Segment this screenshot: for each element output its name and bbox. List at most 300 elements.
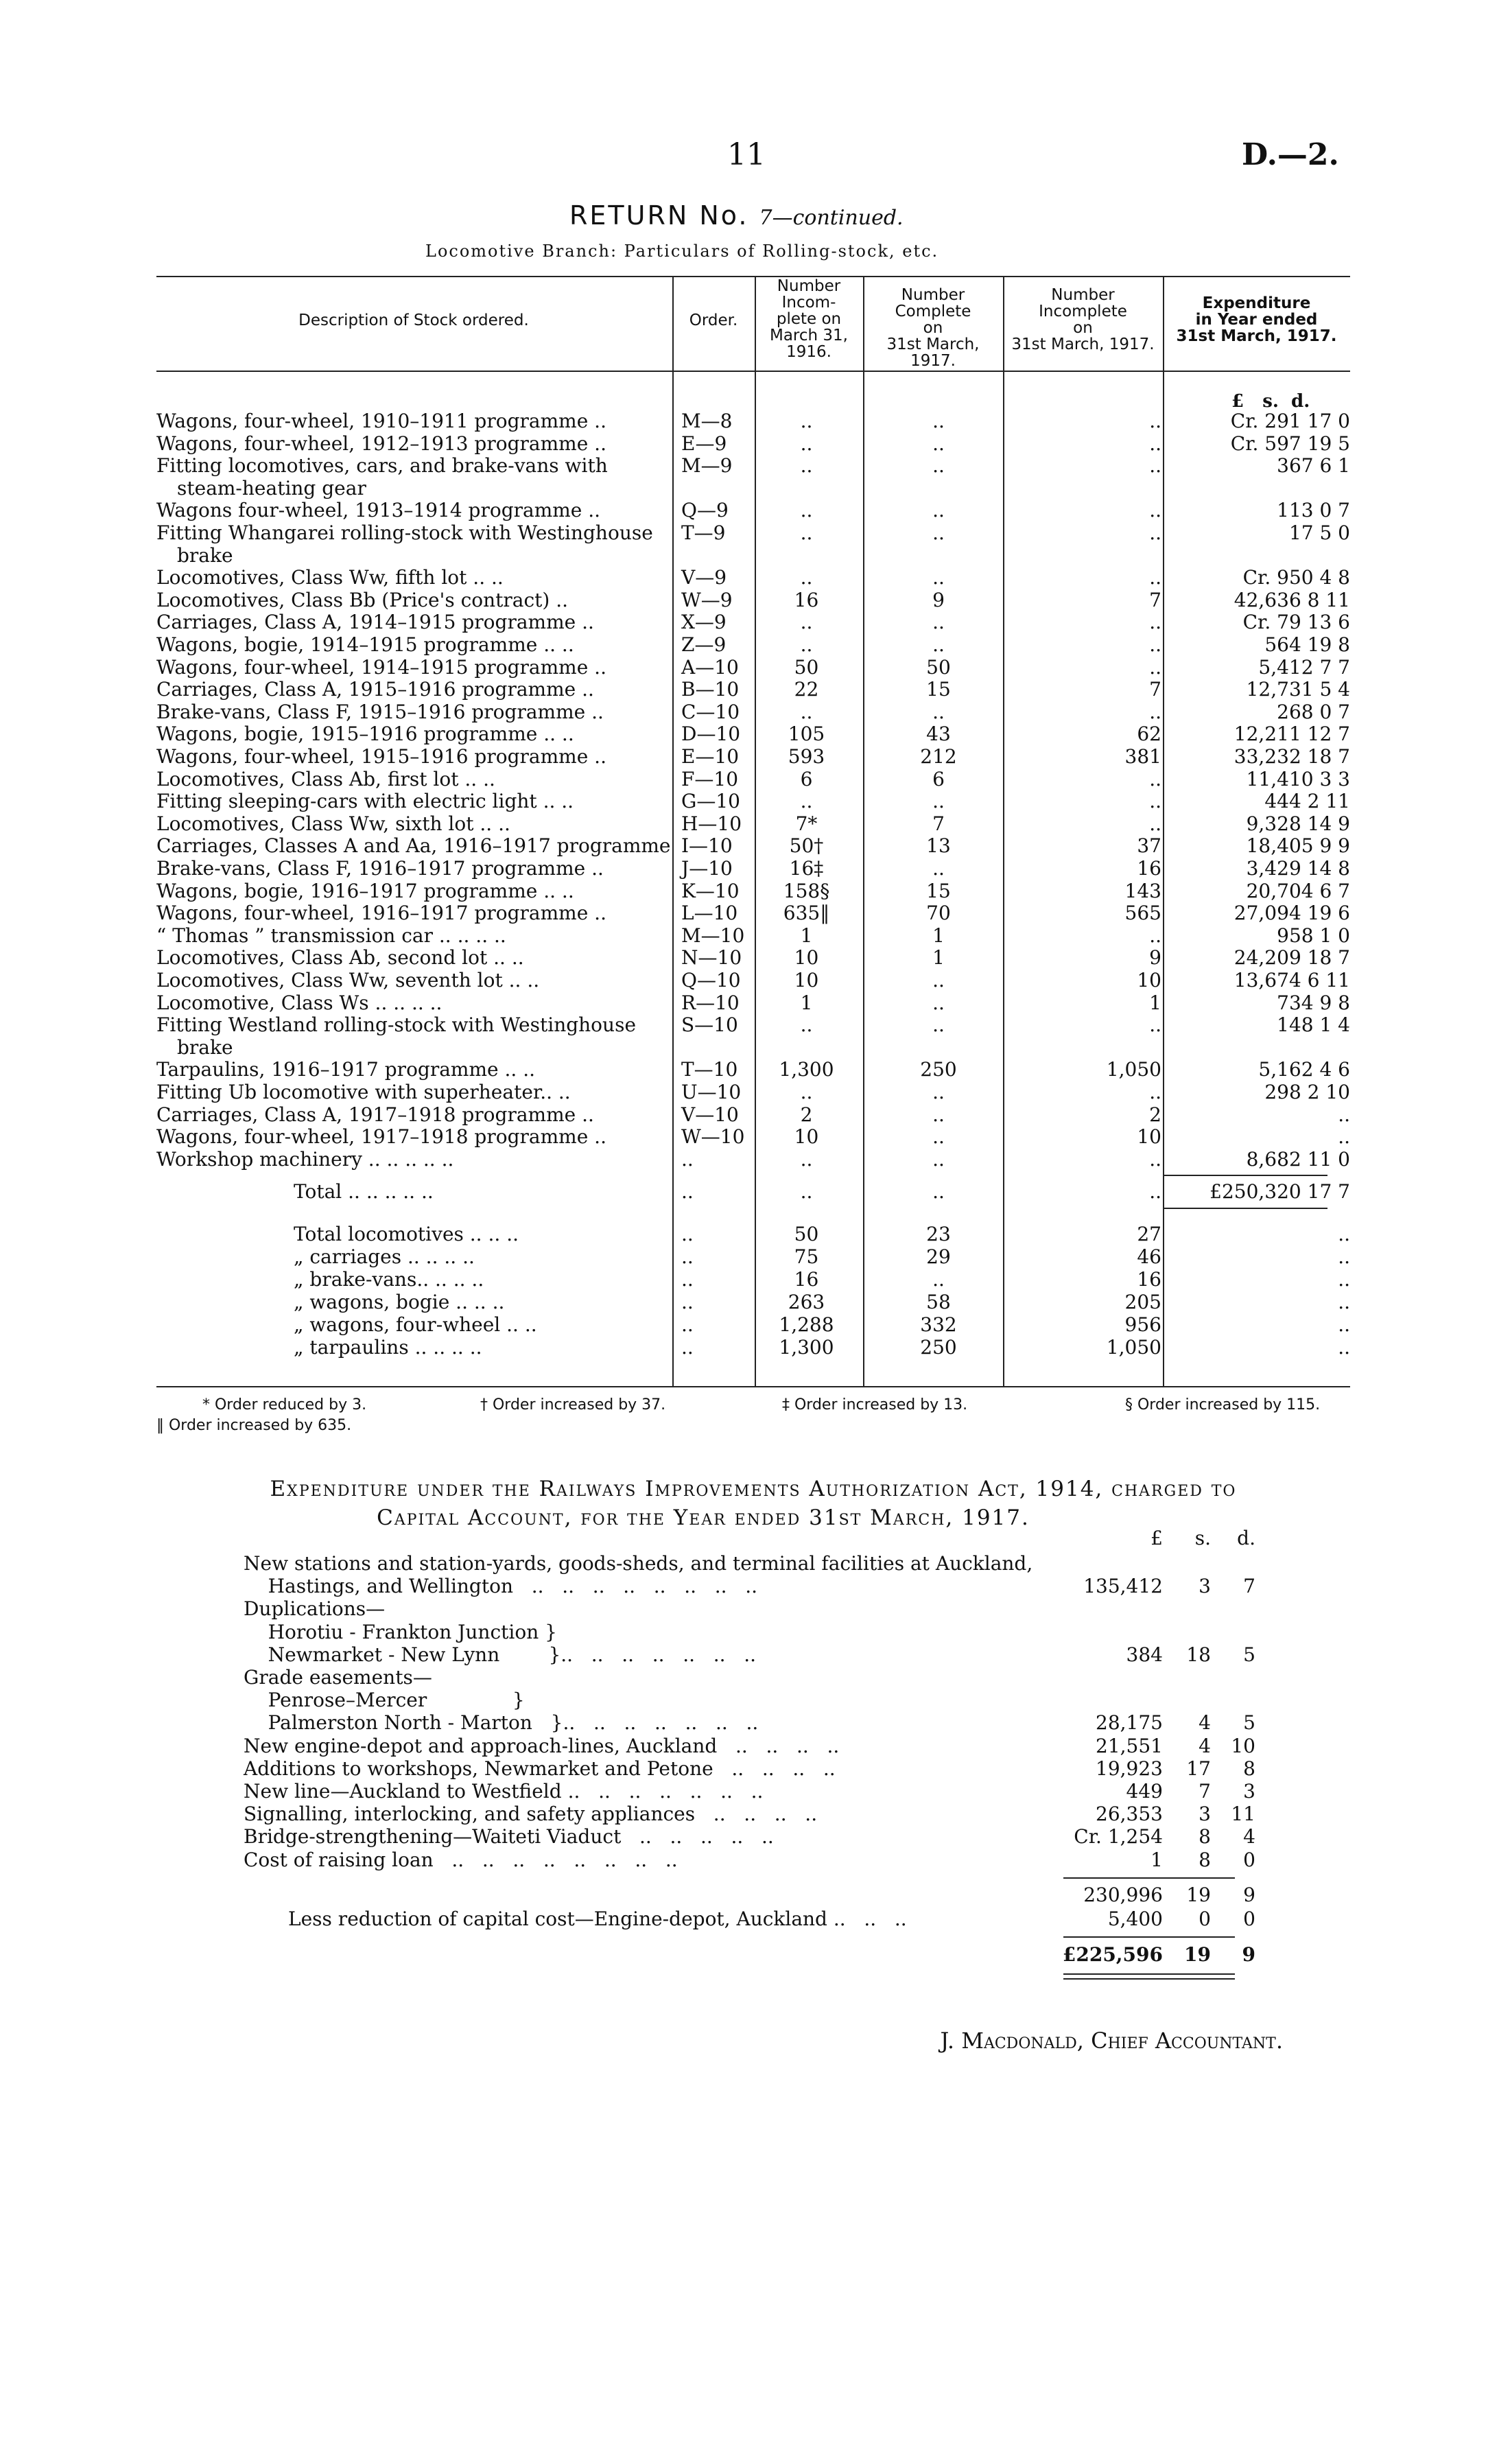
expenditure-label: Hastings, and Wellington .. .. .. .. .. .. .. .. <box>244 1575 758 1598</box>
cell-incomplete-1917: 1,050 <box>1106 1336 1161 1359</box>
expenditure-label: Grade easements— <box>244 1666 432 1689</box>
cell-order: .. <box>681 1147 694 1171</box>
cell-order: .. <box>681 1180 694 1203</box>
cell-expenditure: 268 0 7 <box>1277 700 1350 723</box>
cell-description: Locomotive, Class Ws .. .. .. .. <box>156 991 442 1014</box>
expenditure-subtotal <box>244 1884 1266 1906</box>
cell-expenditure: 11,410 3 3 <box>1246 767 1350 790</box>
cell-incomplete-1916: .. <box>800 410 813 432</box>
cell-order: H—10 <box>681 812 742 835</box>
expenditure-shillings: 8 <box>1199 1848 1211 1871</box>
cell-description: Total locomotives .. .. .. <box>294 1223 519 1245</box>
cell-incomplete-1916: 263 <box>788 1291 825 1313</box>
expenditure-pence: 10 <box>1231 1734 1255 1757</box>
cell-complete-1917: .. <box>932 611 945 634</box>
col-header-line: plete on <box>776 310 842 328</box>
cell-incomplete-1917: .. <box>1149 566 1161 589</box>
cell-description: Wagons, bogie, 1916–1917 programme .. .. <box>156 879 574 902</box>
cell-description: Locomotives, Class Ww, sixth lot .. .. <box>156 812 510 835</box>
cell-expenditure: 367 6 1 <box>1277 454 1350 478</box>
cell-incomplete-1917: 7 <box>1149 678 1161 701</box>
summary-row <box>156 1336 1350 1359</box>
cell-incomplete-1917: 10 <box>1137 1125 1161 1149</box>
table-row <box>156 857 1350 880</box>
footnote: * Order reduced by 3. <box>202 1396 367 1413</box>
cell-incomplete-1916: .. <box>800 499 813 522</box>
col-header-line: Incom- <box>781 294 836 312</box>
cell-incomplete-1917: .. <box>1149 924 1161 947</box>
table-row <box>156 768 1350 790</box>
cell-incomplete-1916: 16 <box>794 1268 819 1291</box>
expenditure-label: New stations and station-yards, goods-sheds, and terminal facilities at Auckland, <box>244 1552 1033 1575</box>
cell-complete-1917: 1 <box>932 924 945 947</box>
cell-incomplete-1917: 16 <box>1137 857 1161 880</box>
expenditure-row <box>244 1780 1266 1803</box>
expenditure-amount: 384 <box>1126 1643 1163 1666</box>
expenditure-row <box>244 1689 1266 1711</box>
expenditure-shillings: 4 <box>1199 1734 1211 1757</box>
cell-incomplete-1917: .. <box>1149 700 1161 723</box>
cell-incomplete-1917: 27 <box>1137 1223 1161 1245</box>
expenditure-row <box>244 1825 1266 1848</box>
cell-expenditure: 564 19 8 <box>1264 633 1350 656</box>
footnote: ‖ Order increased by 635. <box>156 1417 352 1434</box>
signature: J. Macdonald, Chief Accountant. <box>940 2028 1283 2054</box>
expenditure-label: New engine-depot and approach-lines, Auckland .. .. .. .. <box>244 1734 840 1757</box>
table-row <box>156 1013 1350 1036</box>
expenditure-units-row <box>244 1527 1266 1549</box>
cell-expenditure: 8,682 11 0 <box>1246 1147 1350 1171</box>
expenditure-shillings: 8 <box>1199 1825 1211 1849</box>
summary-row <box>156 1223 1350 1245</box>
col-header-line: Complete <box>895 303 971 320</box>
cell-description: Fitting Whangarei rolling-stock with Westinghouse <box>156 521 653 544</box>
table-row <box>156 1148 1350 1171</box>
footnote: § Order increased by 115. <box>1125 1396 1321 1413</box>
cell-order: U—10 <box>681 1081 742 1103</box>
cell-complete-1917: 212 <box>920 745 957 768</box>
cell-incomplete-1917: .. <box>1149 410 1161 432</box>
cell-description: Fitting locomotives, cars, and brake-vans with <box>156 454 608 478</box>
col-header-incomplete-1917 <box>1003 287 1163 353</box>
unit-pounds: £ <box>1150 1527 1163 1549</box>
page-number: 11 <box>727 137 766 172</box>
table-row <box>156 902 1350 924</box>
cell-incomplete-1917: 2 <box>1149 1103 1161 1126</box>
cell-complete-1917: .. <box>932 1103 945 1126</box>
table-row <box>156 992 1350 1014</box>
cell-description: Carriages, Class A, 1914–1915 programme .. <box>156 611 594 634</box>
expenditure-row <box>244 1575 1266 1597</box>
cell-order: X—9 <box>681 611 727 634</box>
cell-incomplete-1916: 75 <box>794 1245 819 1268</box>
cell-incomplete-1916: 1 <box>800 924 813 947</box>
cell-complete-1917: .. <box>932 857 945 880</box>
cell-incomplete-1917: 565 <box>1124 902 1161 925</box>
cell-incomplete-1916: 2 <box>800 1103 813 1126</box>
col-header-expenditure <box>1163 295 1350 344</box>
cell-description: Tarpaulins, 1916–1917 programme .. .. <box>156 1058 536 1081</box>
cell-incomplete-1916: 10 <box>794 969 819 992</box>
subtotal-shillings: 19 <box>1186 1884 1211 1906</box>
summary-row <box>156 1268 1350 1291</box>
table-row <box>156 566 1350 589</box>
expenditure-less-row <box>244 1908 1266 1930</box>
cell-description-continued: brake <box>177 1035 233 1059</box>
cell-order: Q—9 <box>681 499 729 522</box>
cell-complete-1917: 7 <box>932 812 945 835</box>
subtotal-pence: 9 <box>1243 1884 1255 1906</box>
cell-expenditure: 27,094 19 6 <box>1234 902 1350 925</box>
cell-complete-1917: .. <box>932 633 945 656</box>
cell-order: L—10 <box>681 902 738 925</box>
cell-expenditure: 33,232 18 7 <box>1234 745 1350 768</box>
cell-incomplete-1916: 16 <box>794 588 819 611</box>
cell-incomplete-1917: 37 <box>1137 834 1161 858</box>
cell-complete-1917: 58 <box>926 1291 951 1313</box>
expenditure-shillings: 18 <box>1186 1643 1211 1666</box>
cell-incomplete-1916: .. <box>800 633 813 656</box>
cell-complete-1917: .. <box>932 454 945 478</box>
cell-incomplete-1916: 1,300 <box>779 1336 834 1359</box>
cell-complete-1917: .. <box>932 410 945 432</box>
cell-incomplete-1916: 10 <box>794 1125 819 1149</box>
cell-complete-1917: 332 <box>920 1313 957 1336</box>
cell-order: Z—9 <box>681 633 727 656</box>
table-total-row <box>156 1180 1350 1203</box>
expenditure-pence: 4 <box>1243 1825 1255 1849</box>
cell-incomplete-1917: 143 <box>1124 879 1161 902</box>
cell-description: Brake-vans, Class F, 1915–1916 programme .. <box>156 700 604 723</box>
expenditure-row <box>244 1849 1266 1871</box>
return-title-text: RETURN No. <box>569 200 749 231</box>
unit-pence: d. <box>1237 1527 1255 1549</box>
cell-incomplete-1917: 205 <box>1124 1291 1161 1313</box>
cell-expenditure: 20,704 6 7 <box>1246 879 1350 902</box>
expenditure-label: New line—Auckland to Westfield .. .. .. .. .. .. .. <box>244 1780 764 1803</box>
cell-order: N—10 <box>681 946 742 970</box>
cell-incomplete-1917: 9 <box>1149 946 1161 970</box>
table-row <box>156 499 1350 521</box>
cell-description: Brake-vans, Class F, 1916–1917 programme .. <box>156 857 604 880</box>
cell-order: Q—10 <box>681 969 741 992</box>
cell-expenditure: 24,209 18 7 <box>1234 946 1350 970</box>
expenditure-label: Palmerston North - Marton }.. .. .. .. .. .. .. <box>244 1711 759 1735</box>
cell-incomplete-1916: 635‖ <box>783 902 830 925</box>
cell-order: .. <box>681 1291 694 1313</box>
cell-complete-1917: .. <box>932 566 945 589</box>
expenditure-label: Signalling, interlocking, and safety appliances .. .. .. .. <box>244 1803 818 1826</box>
cell-complete-1917: 43 <box>926 723 951 746</box>
cell-complete-1917: .. <box>932 700 945 723</box>
col-header-incomplete-1916 <box>755 278 863 360</box>
table-row <box>156 410 1350 432</box>
expenditure-units: £ s. d. <box>1231 391 1310 412</box>
return-subtitle: Locomotive Branch: Particulars of Rolling-stock, etc. <box>425 242 939 261</box>
cell-incomplete-1916: .. <box>800 521 813 544</box>
table-row <box>156 1125 1350 1148</box>
expenditure-title-line2: Capital Account, for the Year ended 31st March, 1917. <box>377 1505 1030 1530</box>
expenditure-amount: 1 <box>1150 1848 1163 1871</box>
cell-order: K—10 <box>681 879 740 902</box>
cell-expenditure: Cr. 291 17 0 <box>1230 410 1350 432</box>
cell-expenditure: 444 2 11 <box>1264 790 1350 813</box>
expenditure-row <box>244 1621 1266 1643</box>
cell-expenditure: .. <box>1338 1223 1350 1245</box>
cell-incomplete-1916: 158§ <box>783 879 830 902</box>
summary-row <box>156 1245 1350 1268</box>
cell-complete-1917: 250 <box>920 1058 957 1081</box>
table-row <box>156 454 1350 477</box>
cell-expenditure: £250,320 17 7 <box>1209 1180 1350 1203</box>
expenditure-row <box>244 1711 1266 1734</box>
cell-expenditure: 9,328 14 9 <box>1246 812 1350 835</box>
less-pence: 0 <box>1243 1908 1255 1930</box>
cell-order: M—10 <box>681 924 745 947</box>
cell-description: Locomotives, Class Bb (Price's contract) .. <box>156 588 569 611</box>
less-label: Less reduction of capital cost—Engine-depot, Auckland .. .. .. <box>288 1908 907 1930</box>
col-header-line: March 31, <box>769 327 848 344</box>
cell-order: .. <box>681 1245 694 1268</box>
col-header-line: Number <box>901 286 965 304</box>
cell-incomplete-1916: .. <box>800 1180 813 1203</box>
cell-order: A—10 <box>681 655 739 679</box>
cell-expenditure: .. <box>1338 1245 1350 1268</box>
expenditure-row <box>244 1666 1266 1689</box>
cell-incomplete-1916: 1 <box>800 991 813 1014</box>
cell-incomplete-1916: .. <box>800 1013 813 1037</box>
cell-complete-1917: .. <box>932 969 945 992</box>
cell-description: Locomotives, Class Ww, fifth lot .. .. <box>156 566 504 589</box>
cell-incomplete-1916: .. <box>800 1081 813 1103</box>
cell-description: Wagons, four-wheel, 1914–1915 programme .. <box>156 655 606 679</box>
cell-order: C—10 <box>681 700 740 723</box>
cell-incomplete-1916: .. <box>800 611 813 634</box>
cell-complete-1917: .. <box>932 790 945 813</box>
expenditure-shillings: 17 <box>1186 1757 1211 1780</box>
expenditure-amount: Cr. 1,254 <box>1074 1825 1163 1849</box>
expenditure-shillings: 7 <box>1199 1780 1211 1803</box>
cell-expenditure: 12,211 12 7 <box>1234 723 1350 746</box>
cell-complete-1917: 15 <box>926 879 951 902</box>
cell-description: Fitting Ub locomotive with superheater.. .. <box>156 1081 571 1103</box>
cell-expenditure: 12,731 5 4 <box>1246 678 1350 701</box>
cell-order: F—10 <box>681 767 739 790</box>
cell-complete-1917: .. <box>932 499 945 522</box>
net-shillings: 19 <box>1184 1943 1211 1966</box>
cell-order: M—8 <box>681 410 733 432</box>
col-header-line: 1916. <box>786 343 831 361</box>
cell-order: .. <box>681 1336 694 1359</box>
cell-incomplete-1917: .. <box>1149 432 1161 455</box>
col-header-line: in Year ended <box>1195 311 1318 329</box>
expenditure-row <box>244 1643 1266 1666</box>
cell-order: R—10 <box>681 991 740 1014</box>
col-header-complete-1917 <box>863 287 1003 369</box>
expenditure-pence: 0 <box>1243 1848 1255 1871</box>
expenditure-row <box>244 1735 1266 1757</box>
expenditure-shillings: 4 <box>1199 1711 1211 1735</box>
cell-incomplete-1917: 16 <box>1137 1268 1161 1291</box>
expenditure-amount: 21,551 <box>1096 1734 1163 1757</box>
cell-incomplete-1916: 1,300 <box>779 1058 834 1081</box>
expenditure-pence: 3 <box>1243 1780 1255 1803</box>
unit-shillings: s. <box>1194 1527 1211 1549</box>
cell-description: Wagons, four-wheel, 1915–1916 programme .. <box>156 745 606 768</box>
cell-incomplete-1916: 1,288 <box>779 1313 834 1336</box>
cell-incomplete-1917: 62 <box>1137 723 1161 746</box>
expenditure-label: Newmarket - New Lynn }.. .. .. .. .. .. .. <box>244 1643 757 1666</box>
cell-incomplete-1917: .. <box>1149 655 1161 679</box>
cell-description: Carriages, Classes A and Aa, 1916–1917 programme <box>156 834 671 858</box>
cell-order: D—10 <box>681 723 741 746</box>
cell-expenditure: 18,405 9 9 <box>1246 834 1350 858</box>
cell-complete-1917: .. <box>932 521 945 544</box>
cell-incomplete-1916: .. <box>800 566 813 589</box>
cell-incomplete-1916: 7* <box>795 812 818 835</box>
cell-expenditure: 13,674 6 11 <box>1234 969 1350 992</box>
cell-incomplete-1916: .. <box>800 454 813 478</box>
cell-incomplete-1917: .. <box>1149 790 1161 813</box>
cell-description: „ brake-vans.. .. .. .. <box>294 1268 484 1291</box>
expenditure-label: Cost of raising loan .. .. .. .. .. .. .. .. <box>244 1848 678 1871</box>
expenditure-amount: 19,923 <box>1096 1757 1163 1780</box>
cell-description: Workshop machinery .. .. .. .. .. <box>156 1147 454 1171</box>
cell-order: W—9 <box>681 588 733 611</box>
expenditure-pence: 11 <box>1231 1803 1255 1826</box>
cell-incomplete-1917: .. <box>1149 454 1161 478</box>
expenditure-pence: 7 <box>1243 1575 1255 1598</box>
expenditure-amount: 26,353 <box>1096 1803 1163 1826</box>
cell-incomplete-1917: .. <box>1149 812 1161 835</box>
cell-expenditure: 958 1 0 <box>1277 924 1350 947</box>
net-double-rule-2 <box>1063 1978 1235 1980</box>
cell-description: Locomotives, Class Ww, seventh lot .. .. <box>156 969 540 992</box>
table-row <box>156 589 1350 611</box>
cell-complete-1917: .. <box>932 1125 945 1149</box>
cell-incomplete-1917: 1 <box>1149 991 1161 1014</box>
cell-description: Carriages, Class A, 1915–1916 programme .. <box>156 678 594 701</box>
cell-expenditure: 148 1 4 <box>1277 1013 1350 1037</box>
table-row <box>156 969 1350 992</box>
cell-expenditure: Cr. 950 4 8 <box>1242 566 1350 589</box>
cell-incomplete-1917: .. <box>1149 1180 1161 1203</box>
cell-order: .. <box>681 1268 694 1291</box>
summary-row <box>156 1313 1350 1336</box>
cell-expenditure: .. <box>1338 1103 1350 1126</box>
cell-incomplete-1916: 10 <box>794 946 819 970</box>
cell-complete-1917: .. <box>932 1013 945 1037</box>
expenditure-pence: 5 <box>1243 1643 1255 1666</box>
expenditure-row <box>244 1757 1266 1780</box>
cell-incomplete-1916: .. <box>800 1147 813 1171</box>
cell-complete-1917: .. <box>932 1268 945 1291</box>
cell-expenditure: 113 0 7 <box>1277 499 1350 522</box>
cell-incomplete-1917: .. <box>1149 499 1161 522</box>
cell-description: Wagons, four-wheel, 1910–1911 programme .. <box>156 410 606 432</box>
cell-expenditure: .. <box>1338 1268 1350 1291</box>
cell-incomplete-1916: 50 <box>794 655 819 679</box>
col-header-line: 31st March, 1917. <box>1176 327 1337 345</box>
cell-description: Locomotives, Class Ab, second lot .. .. <box>156 946 524 970</box>
cell-expenditure: 298 2 10 <box>1264 1081 1350 1103</box>
table-row <box>156 834 1350 857</box>
net-pence: 9 <box>1242 1943 1255 1966</box>
cell-order: W—10 <box>681 1125 745 1149</box>
cell-incomplete-1916: 22 <box>794 678 819 701</box>
table-top-rule <box>156 276 1350 277</box>
expenditure-label: Bridge-strengthening—Waiteti Viaduct .. .. .. .. .. <box>244 1825 774 1849</box>
cell-order: J—10 <box>681 857 733 880</box>
cell-description: “ Thomas ” transmission car .. .. .. .. <box>156 924 506 947</box>
total-rule-below <box>1163 1208 1327 1209</box>
cell-description: Wagons, bogie, 1914–1915 programme .. .. <box>156 633 574 656</box>
cell-order: E—10 <box>681 745 740 768</box>
cell-incomplete-1917: 46 <box>1137 1245 1161 1268</box>
cell-incomplete-1917: .. <box>1149 1147 1161 1171</box>
expenditure-amount: 135,412 <box>1083 1575 1163 1598</box>
cell-complete-1917: .. <box>932 991 945 1014</box>
expenditure-amount: 28,175 <box>1096 1711 1163 1735</box>
cell-description: Fitting Westland rolling-stock with Westinghouse <box>156 1013 637 1037</box>
cell-complete-1917: 13 <box>926 834 951 858</box>
cell-incomplete-1917: 10 <box>1137 969 1161 992</box>
expenditure-shillings: 3 <box>1199 1575 1211 1598</box>
col-header-order: Order. <box>689 312 738 329</box>
cell-order: T—9 <box>681 521 726 544</box>
net-double-rule-1 <box>1063 1973 1235 1975</box>
col-header-line: Number <box>777 277 841 295</box>
cell-incomplete-1917: .. <box>1149 767 1161 790</box>
cell-incomplete-1916: .. <box>800 790 813 813</box>
cell-complete-1917: .. <box>932 1180 945 1203</box>
table-row <box>156 924 1350 947</box>
table-row <box>156 745 1350 768</box>
table-row <box>156 521 1350 544</box>
expenditure-label: Horotiu - Frankton Junction } <box>244 1620 557 1643</box>
cell-description: Wagons, four-wheel, 1916–1917 programme .. <box>156 902 606 925</box>
cell-incomplete-1917: .. <box>1149 1081 1161 1103</box>
cell-order: M—9 <box>681 454 733 478</box>
col-header-description: Description of Stock ordered. <box>298 312 529 329</box>
col-header-line: 31st March, 1917. <box>886 336 980 370</box>
cell-order: B—10 <box>681 678 740 701</box>
footnote: † Order increased by 37. <box>480 1396 666 1413</box>
cell-incomplete-1917: 956 <box>1124 1313 1161 1336</box>
less-amount: 5,400 <box>1107 1908 1163 1930</box>
cell-incomplete-1917: 1,050 <box>1106 1058 1161 1081</box>
cell-incomplete-1916: 105 <box>788 723 825 746</box>
cell-order: S—10 <box>681 1013 738 1037</box>
cell-incomplete-1917: 7 <box>1149 588 1161 611</box>
expenditure-row <box>244 1597 1266 1620</box>
cell-expenditure: Cr. 597 19 5 <box>1230 432 1350 455</box>
cell-incomplete-1917: 381 <box>1124 745 1161 768</box>
subtotal-rule <box>1063 1877 1235 1879</box>
table-row <box>156 432 1350 455</box>
cell-incomplete-1917: .. <box>1149 611 1161 634</box>
cell-description: „ carriages .. .. .. .. <box>294 1245 475 1268</box>
cell-expenditure: .. <box>1338 1313 1350 1336</box>
cell-complete-1917: .. <box>932 432 945 455</box>
cell-description: Fitting sleeping-cars with electric light .. .. <box>156 790 574 813</box>
table-row <box>156 1058 1350 1081</box>
table-row <box>156 790 1350 812</box>
expenditure-row <box>244 1803 1266 1825</box>
cell-order: I—10 <box>681 834 733 858</box>
cell-order: T—10 <box>681 1058 738 1081</box>
cell-description: „ wagons, bogie .. .. .. <box>294 1291 505 1313</box>
